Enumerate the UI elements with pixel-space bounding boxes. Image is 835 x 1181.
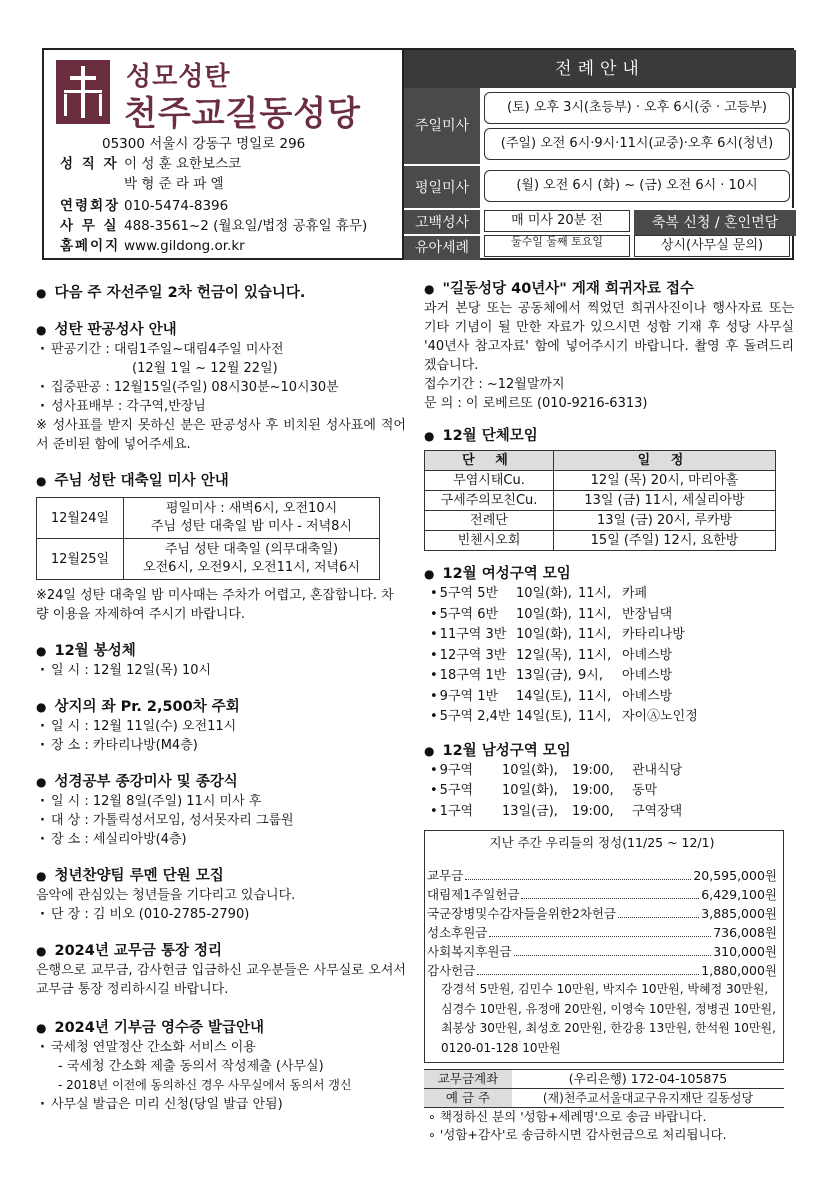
council-row	[60, 196, 228, 216]
groups-head-schedule: 일 정	[554, 451, 776, 471]
archive-contact: 문 의 : 이 로베르또 (010-9216-6313)	[424, 396, 648, 411]
youth-choir-text: 음악에 관심있는 청년들을 기다리고 있습니다.	[36, 888, 296, 903]
list-item: • 11구역 3반 10일(화), 11시, 카타리나방	[430, 625, 794, 646]
confession-label: 고백성사	[404, 208, 480, 236]
account-label: 교무금계좌	[424, 1070, 512, 1088]
church-subtitle: 성모성탄	[126, 62, 231, 92]
passbook-text: 은행으로 교무금, 감사헌금 입금하신 교우분들은 사무실로 오셔서 교무금 통장 정리하시길 바랍니다.	[36, 963, 406, 997]
cross-logo-icon	[56, 60, 110, 124]
section-receipt: ● 2024년 기부금 영수증 발급안내	[36, 1019, 406, 1038]
office-label: 사 무 실	[60, 218, 119, 234]
list-item: • 12구역 3반 12일(목), 11시, 아녜스방	[430, 646, 794, 667]
group-schedule: 13일 (금) 11시, 세실리아방	[554, 491, 776, 511]
office-phone: 488-3561~2 (월요일/법정 공휴일 휴무)	[124, 218, 368, 234]
homepage-link[interactable]: www.gildong.or.kr	[124, 238, 245, 254]
confession-note: ※ 성사표를 받지 못하신 분은 판공성사 후 비치된 성사표에 적어서 준비된 함에 넣어주세요.	[36, 418, 406, 452]
section-bible: ● 성경공부 종강미사 및 종강식	[36, 773, 406, 792]
offering-box	[424, 830, 784, 1063]
sunday-mass-2: (주일) 오전 6시·9시·11시(교중)·오후 6시(청년)	[484, 128, 790, 160]
receipt-nts-b: - 2018년 이전에 동의하신 경우 사무실에서 동의서 갱신	[58, 1078, 352, 1092]
group-schedule: 12일 (목) 20시, 마리아홀	[554, 471, 776, 491]
sunday-mass-label: 주일미사	[404, 88, 480, 164]
priest-2: 박 형 준 라 파 엘	[124, 176, 224, 192]
list-item: • 1구역 13일(금), 19:00, 구역장댁	[430, 802, 794, 823]
homepage-label: 홈페이지	[60, 238, 121, 254]
confession-ticket: · 성사표배부 : 각구역,반장님	[36, 397, 406, 416]
account-note-1: ∘ 책정하신 분의 '성함+세례명'으로 송금 바랍니다.	[428, 1109, 707, 1124]
communion-date: · 일 시 : 12월 12일(목) 10시	[36, 661, 406, 680]
section-christmas-mass: ● 주님 성탄 대축일 미사 안내	[36, 472, 406, 491]
council-label: 연령회장	[60, 198, 121, 214]
section-confession: ● 성탄 판공성사 안내	[36, 321, 406, 340]
church-logo	[56, 60, 110, 124]
bible-place: · 장 소 : 세실리아방(4층)	[36, 830, 406, 849]
group-name: 무염시태Cu.	[425, 471, 554, 491]
priest-row	[60, 154, 241, 174]
masthead	[42, 48, 794, 260]
weekday-mass: (월) 오전 6시 (화) ~ (금) 오전 6시 · 10시	[484, 170, 790, 202]
offering-title: 지난 주간 우리들의 정성(11/25 ~ 12/1)	[489, 835, 715, 850]
dec25-masses	[124, 539, 380, 580]
dec25-times: 오전6시, 오전9시, 오전11시, 저녁6시	[143, 560, 360, 575]
offering-row: 감사헌금 1,880,000원	[427, 963, 777, 978]
legion-place: · 장 소 : 카타리나방(M4층)	[36, 736, 406, 755]
section-archive: ● "길동성당 40년사" 게재 희귀자료 접수	[424, 280, 794, 299]
section-legion: ● 상지의 좌 Pr. 2,500차 주회	[36, 698, 406, 717]
blessing-label: 축복 신청 / 혼인면담	[634, 208, 796, 236]
offering-row: 대림제1주일헌금 6,429,100원	[427, 887, 777, 902]
group-name: 빈첸시오회	[425, 531, 554, 551]
account-info	[424, 1069, 784, 1144]
section-youth-choir: ● 청년찬양팀 루멘 단원 모집	[36, 867, 406, 886]
list-item: • 9구역 1반 14일(토), 11시, 아녜스방	[430, 687, 794, 708]
list-item: • 5구역 6반 10일(화), 11시, 반장님댁	[430, 605, 794, 626]
baptism-time: 둘수일 둘째 토요일	[484, 235, 630, 257]
section-communion: ● 12월 봉성체	[36, 642, 406, 661]
notice-charity: ● 다음 주 자선주일 2차 헌금이 있습니다.	[36, 284, 406, 303]
receipt-nts-a: - 국세청 간소화 제출 동의서 작성제출 (사무실)	[58, 1059, 324, 1074]
holder-name: (재)천주교서울대교구유지재단 길동성당	[542, 1091, 754, 1105]
sunday-mass-1: (토) 오후 3시(초등부) · 오후 6시(중 · 고등부)	[484, 92, 790, 124]
confession-dates: (12월 1일 ~ 12월 22일)	[132, 361, 278, 376]
christmas-note: ※24일 성탄 대축일 밤 미사때는 주차가 어렵고, 혼잡합니다. 차량 이용을 자제하여 주시기 바랍니다.	[36, 588, 394, 622]
offering-row: 사회복지후원금 310,000원	[427, 944, 777, 959]
section-groups: ● 12월 단체모임	[424, 427, 794, 446]
list-item: • 5구역 10일(화), 19:00, 동막	[430, 781, 794, 802]
priest-label: 성 직 자	[60, 156, 119, 172]
baptism-label: 유아세례	[404, 234, 480, 260]
date-dec25: 12월25일	[37, 539, 124, 580]
list-item: • 9구역 10일(화), 19:00, 관내식당	[430, 761, 794, 782]
baptism-note: 상시(사무실 문의)	[634, 235, 790, 257]
dec24-masses	[124, 498, 380, 539]
bible-date: · 일 시 : 12월 8일(주일) 11시 미사 후	[36, 792, 406, 811]
thanks-donors: 강경석 5만원, 김민수 10만원, 박지수 10만원, 박혜정 30만원, 심경수 10만원, 유정애 20만원, 이영숙 10만원, 정병권 10만원, 최봉상 30만원, 최성호 20만원, 한강용 13만원, 한석원 10만원, 0120-01-128 10만원	[441, 982, 776, 1055]
group-schedule: 15일 (주일) 12시, 요한방	[554, 531, 776, 551]
priest-1: 이 성 훈 요한보스코	[124, 156, 242, 172]
offering-row: 성소후원금 736,008원	[427, 925, 777, 940]
section-men-zones: ● 12월 남성구역 모임	[424, 742, 794, 761]
confession-time: 매 미사 20분 전	[484, 210, 630, 232]
holder-row	[424, 1089, 784, 1108]
list-item: • 18구역 1반 13일(금), 9시, 아녜스방	[430, 666, 794, 687]
church-info	[44, 50, 402, 258]
confession-focus: · 집중판공 : 12월15일(주일) 08시30분~10시30분	[36, 378, 406, 397]
list-item: • 5구역 2,4반 14일(토), 11시, 자이Ⓐ노인정	[430, 707, 794, 728]
group-name: 구세주의모친Cu.	[425, 491, 554, 511]
account-number: (우리은행) 172-04-105875	[568, 1071, 728, 1086]
receipt-nts: · 국세청 연말정산 간소화 서비스 이용	[36, 1038, 406, 1057]
liturgy-schedule	[402, 50, 796, 258]
dec25-title: 주님 성탄 대축일 (의무대축일)	[164, 542, 339, 557]
list-item: • 5구역 5반 10일(화), 11시, 카페	[430, 584, 794, 605]
section-women-zones: ● 12월 여성구역 모임	[424, 565, 794, 584]
christmas-mass-table	[36, 497, 380, 580]
right-column	[424, 270, 794, 1144]
dec24-night: 주님 성탄 대축일 밤 미사 - 저녁8시	[150, 519, 352, 534]
offering-row: 국군장병및수감자들을위한2차헌금 3,885,000원	[427, 906, 777, 921]
weekday-mass-label: 평일미사	[404, 164, 480, 210]
holder-label: 예 금 주	[424, 1089, 512, 1107]
group-schedule: 13일 (금) 20시, 루카방	[554, 511, 776, 531]
homepage-row	[60, 236, 245, 256]
group-name: 전례단	[425, 511, 554, 531]
youth-choir-leader: · 단 장 : 김 비오 (010-2785-2790)	[36, 905, 406, 924]
archive-text: 과거 본당 또는 공동체에서 찍었던 희귀사진이나 행사자료 또는 기타 기념이 될 만한 자료가 있으시면 성함 기재 후 성당 사무실 '40년사 참고자료' 함에 넣어주시기 바랍니다. 촬영 후 돌려드리겠습니다.	[424, 301, 794, 373]
confession-period: · 판공기간 : 대림1주일~대림4주일 미사전	[36, 340, 406, 359]
date-dec24: 12월24일	[37, 498, 124, 539]
groups-head-group: 단 체	[425, 451, 554, 471]
receipt-office: · 사무실 발급은 미리 신청(당일 발급 안됨)	[36, 1095, 406, 1114]
archive-period: 접수기간 : ~12월말까지	[424, 377, 565, 392]
dec24-weekday: 평일미사 : 새벽6시, 오전10시	[165, 501, 338, 516]
section-passbook: ● 2024년 교무금 통장 정리	[36, 942, 406, 961]
schedule-title: 전례안내	[404, 50, 796, 88]
bible-target: · 대 상 : 가톨릭성서모임, 성서못자리 그룹원	[36, 811, 406, 830]
left-column	[36, 270, 406, 1114]
office-row	[60, 216, 367, 236]
account-note-2: ∘ '성함+감사'로 송금하시면 감사헌금으로 처리됩니다.	[428, 1127, 727, 1142]
groups-table	[424, 450, 776, 551]
men-zone-list	[424, 761, 794, 823]
council-phone: 010-5474-8396	[124, 198, 229, 214]
church-name: 천주교길동성당	[124, 94, 361, 134]
address: 05300 서울시 강동구 명일로 296	[102, 136, 306, 152]
women-zone-list	[424, 584, 794, 728]
legion-date: · 일 시 : 12월 11일(수) 오전11시	[36, 717, 406, 736]
account-row	[424, 1069, 784, 1089]
offering-row: 교무금 20,595,000원	[427, 868, 777, 883]
